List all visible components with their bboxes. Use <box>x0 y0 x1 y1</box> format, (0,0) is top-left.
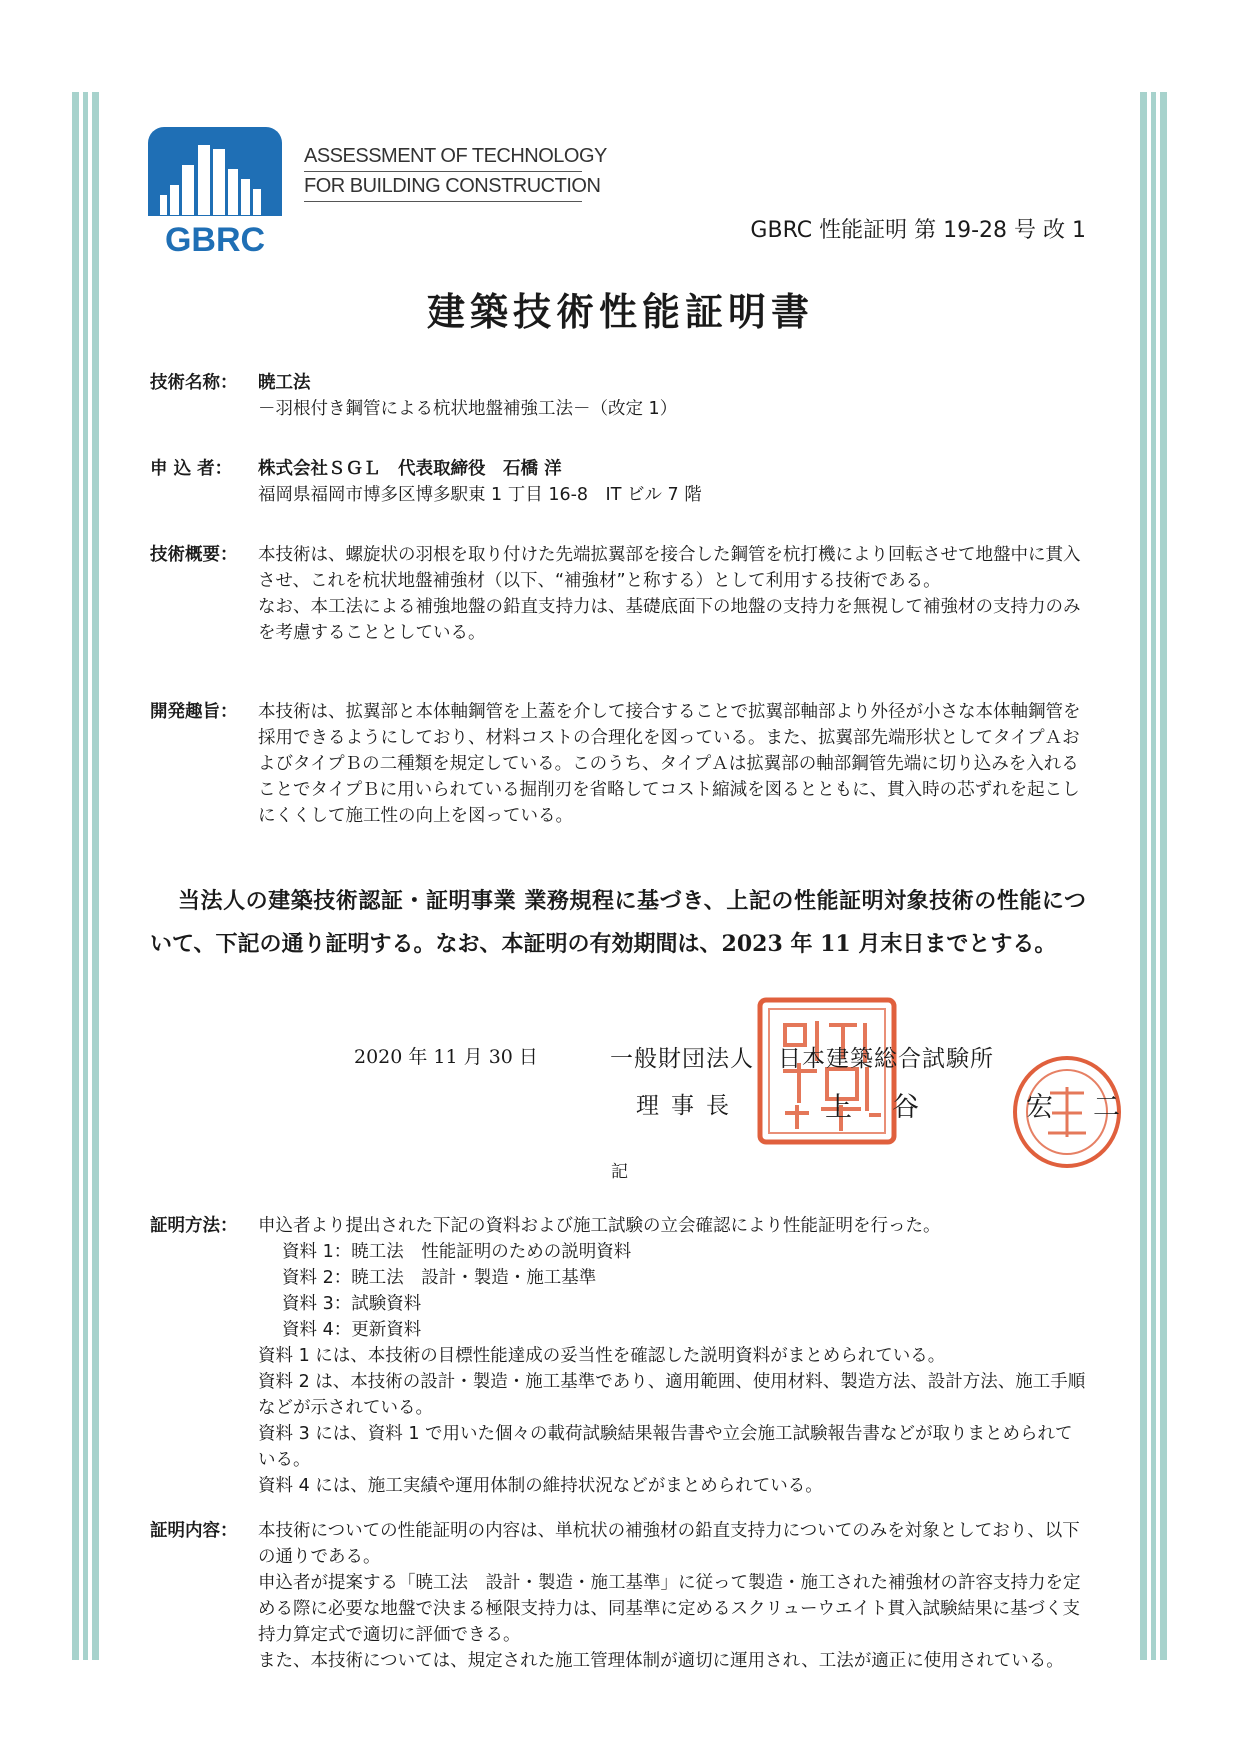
section-tech-name <box>150 370 1086 422</box>
signer-role: 理事長 <box>636 1093 741 1119</box>
resource-item: 資料 2：暁工法 設計・製造・施工基準 <box>282 1268 597 1288</box>
content-paragraph-1: 本技術についての性能証明の内容は、単杭状の補強材の鉛直支持力についてのみを対象としており、以下の通りである。 <box>258 1521 1080 1567</box>
content-label: 証明内容： <box>150 1521 238 1541</box>
logo-caption <box>304 142 607 202</box>
resource-item: 資料 1：暁工法 性能証明のための説明資料 <box>282 1242 632 1262</box>
section-applicant <box>150 456 1086 508</box>
section-method <box>150 1213 1086 1499</box>
content-paragraph-3: また、本技術については、規定された施工管理体制が適切に運用され、工法が適正に使用されている。 <box>258 1651 1064 1671</box>
overview-paragraph-1: 本技術は、螺旋状の羽根を取り付けた先端拡翼部を接合した鋼管を杭打機により回転させて地盤中に貫入させ、これを杭状地盤補強材（以下、“補強材”と称する）として利用する技術である。 <box>258 545 1081 591</box>
purpose-paragraph: 本技術は、拡翼部と本体軸鋼管を上蓋を介して接合することで拡翼部軸部より外径が小さな本体軸鋼管を採用できるようにしており、材料コストの合理化を図っている。また、拡翼部先端形状としてタイプＡおよびタイプＢの二種類を規定している。このうち、タイプＡは拡翼部の軸部鋼管先端に切り込みを入れることでタイプＢに用いられている掘削刃を省略してコスト縮減を図るとともに、貫入時の芯ずれを起こしにくくして施工性の向上を図っている。 <box>258 702 1081 826</box>
signer-name: 上谷 宏二 <box>825 1092 1160 1123</box>
document-title: 建築技術性能証明書 <box>426 289 814 334</box>
applicant-line2: 福岡県福岡市博多区博多駅東 1 丁目 16-8 IT ビル 7 階 <box>258 485 702 505</box>
logo-brand-text: GBRC <box>164 221 266 259</box>
certification-statement: 当法人の建築技術認証・証明事業 業務規程に基づき、上記の性能証明対象技術の性能について、下記の通り証明する。なお、本証明の有効期間は、2023 年 11 月末日までとする。 <box>150 888 1086 957</box>
logo-caption-line2: FOR BUILDING CONSTRUCTION <box>304 172 582 202</box>
applicant-line1: 株式会社ＳＧＬ 代表取締役 石橋 洋 <box>258 459 562 479</box>
method-note: 資料 3 には、資料 1 で用いた個々の載荷試験結果報告書や立会施工試験報告書などが取りまとめられている。 <box>258 1424 1073 1470</box>
content-paragraph-2: 申込者が提案する「暁工法 設計・製造・施工基準」に従って製造・施工された補強材の許容支持力を定める際に必要な地盤で決まる極限支持力は、同基準に定めるスクリューウエイト貫入試験結果に基づく支持力算定式で適切に評価できる。 <box>258 1573 1081 1645</box>
method-note: 資料 4 には、施工実績や運用体制の維持状況などがまとめられている。 <box>258 1476 823 1496</box>
method-intro: 申込者より提出された下記の資料および施工試験の立会確認により性能証明を行った。 <box>258 1216 941 1236</box>
tech-name-label: 技術名称： <box>150 373 238 393</box>
method-note: 資料 2 は、本技術の設計・製造・施工基準であり、適用範囲、使用材料、製造方法、設計方法、施工手順などが示されている。 <box>258 1372 1086 1418</box>
ki-heading: 記 <box>611 1162 628 1182</box>
resource-item: 資料 3：試験資料 <box>282 1294 422 1314</box>
section-overview <box>150 542 1086 646</box>
overview-label: 技術概要： <box>150 545 238 565</box>
issue-date: 2020 年 11 月 30 日 <box>354 1046 538 1068</box>
method-label: 証明方法： <box>150 1216 238 1236</box>
gbrc-logo <box>148 127 282 261</box>
section-content <box>150 1518 1086 1674</box>
overview-paragraph-2: なお、本工法による補強地盤の鉛直支持力は、基礎底面下の地盤の支持力を無視して補強材の支持力のみを考慮することとしている。 <box>258 597 1081 643</box>
resource-item: 資料 4：更新資料 <box>282 1320 422 1340</box>
tech-name-line2: －羽根付き鋼管による杭状地盤補強工法－（改定 1） <box>258 399 678 419</box>
certificate-number: GBRC 性能証明 第 19-28 号 改 1 <box>750 218 1086 243</box>
issuing-organization: 一般財団法人 日本建築総合試験所 <box>610 1046 994 1072</box>
purpose-label: 開発趣旨： <box>150 702 238 722</box>
section-purpose <box>150 699 1086 829</box>
method-note: 資料 1 には、本技術の目標性能達成の妥当性を確認した説明資料がまとめられている。 <box>258 1346 946 1366</box>
applicant-label: 申 込 者： <box>150 459 233 479</box>
tech-name-line1: 暁工法 <box>258 373 311 393</box>
logo-caption-line1: ASSESSMENT OF TECHNOLOGY <box>304 142 582 172</box>
